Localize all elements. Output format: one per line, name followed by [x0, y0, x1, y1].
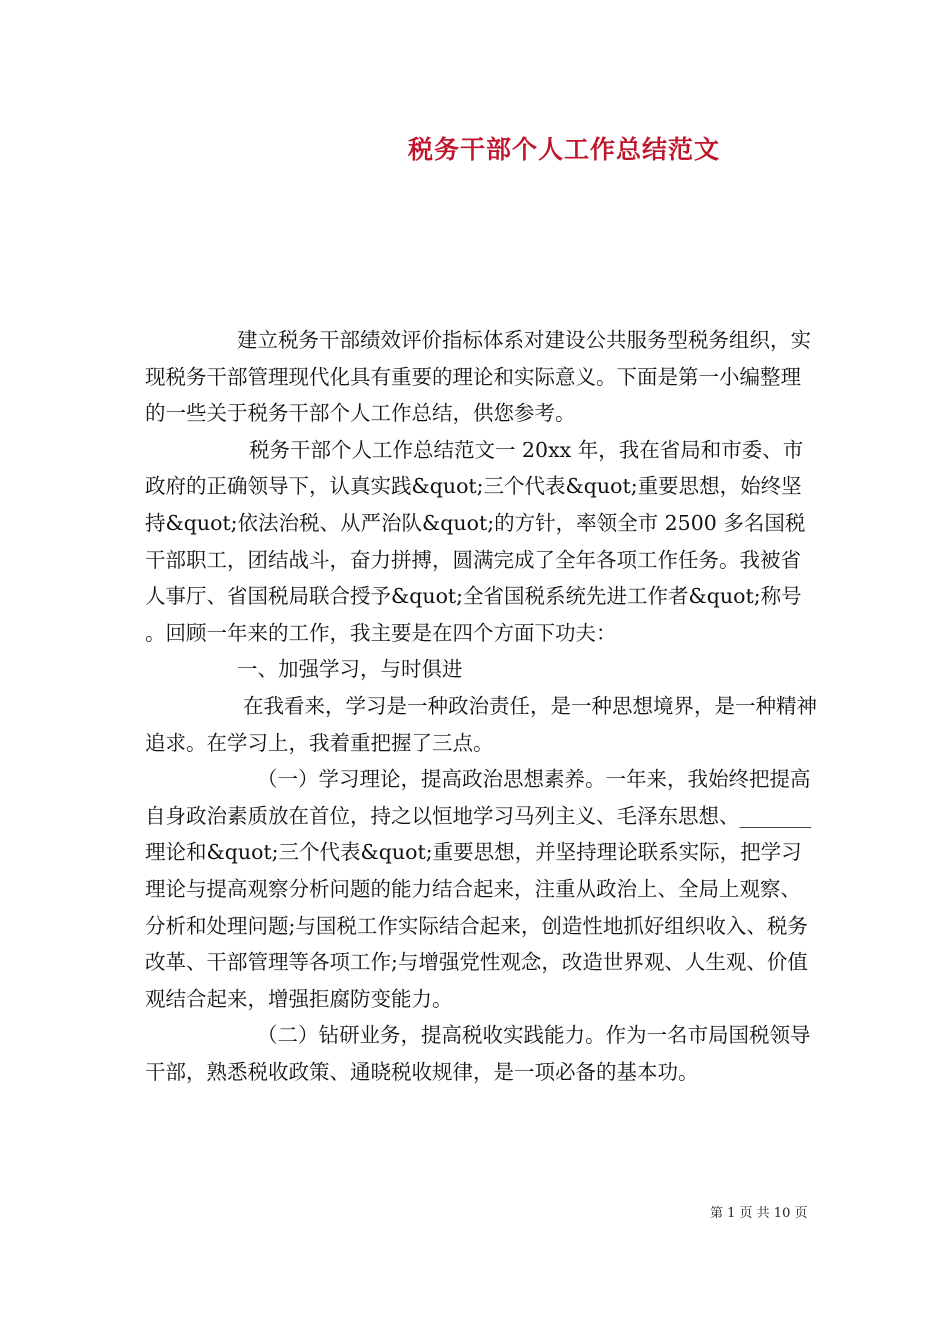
document-title: 税务干部个人工作总结范文 — [407, 135, 720, 164]
theory-paragraph: （一）学习理论，提高政治思想素养。一年来，我始终把提高自身政治素质放在首位，持之以恒地学习马列主义、毛泽东思想、_______理论和&quot;三个代表&quot;重要思想，并坚持理论联系实际，把学习理论与提高观察分析问题的能力结合起来，注重从政治上、全局上观察、分析和处理问题;与国税工作实际结合起来，创造性地抓好组织收入、税务改革、干部管理等各项工作;与增强党性观念，改造世界观、人生观、价值观结合起来，增强拒腐防变能力。 — [145, 767, 812, 1011]
summary-paragraph: 税务干部个人工作总结范文一 20xx 年，我在省局和市委、市政府的正确领导下，认真实践&quot;三个代表&quot;重要思想，始终坚持&quot;依法治税、从严治队&quot;的方针，率领全市 2500 多名国税干部职工，团结战斗，奋力拼搏，圆满完成了全年各项工作任务。我被省人事厅、省国税局联合授予&quot;全省国税系统先进工作者&quot;称号。回顾一年来的工作，我主要是在四个方面下功夫： — [145, 437, 806, 645]
document-body — [145, 322, 820, 1090]
study-paragraph: 在我看来，学习是一种政治责任，是一种思想境界，是一种精神追求。在学习上，我着重把握了三点。 — [145, 693, 817, 755]
intro-paragraph: 建立税务干部绩效评价指标体系对建设公共服务型税务组织，实现税务干部管理现代化具有重要的理论和实际意义。下面是第一小编整理的一些关于税务干部个人工作总结，供您参考。 — [145, 328, 811, 426]
business-paragraph: （二）钻研业务，提高税收实践能力。作为一名市局国税领导干部，熟悉税收政策、通晓税收规律，是一项必备的基本功。 — [145, 1023, 811, 1084]
page-number: 第 1 页 共 10 页 — [710, 1206, 808, 1221]
section-heading: 一、加强学习，与时俱进 — [237, 657, 463, 682]
